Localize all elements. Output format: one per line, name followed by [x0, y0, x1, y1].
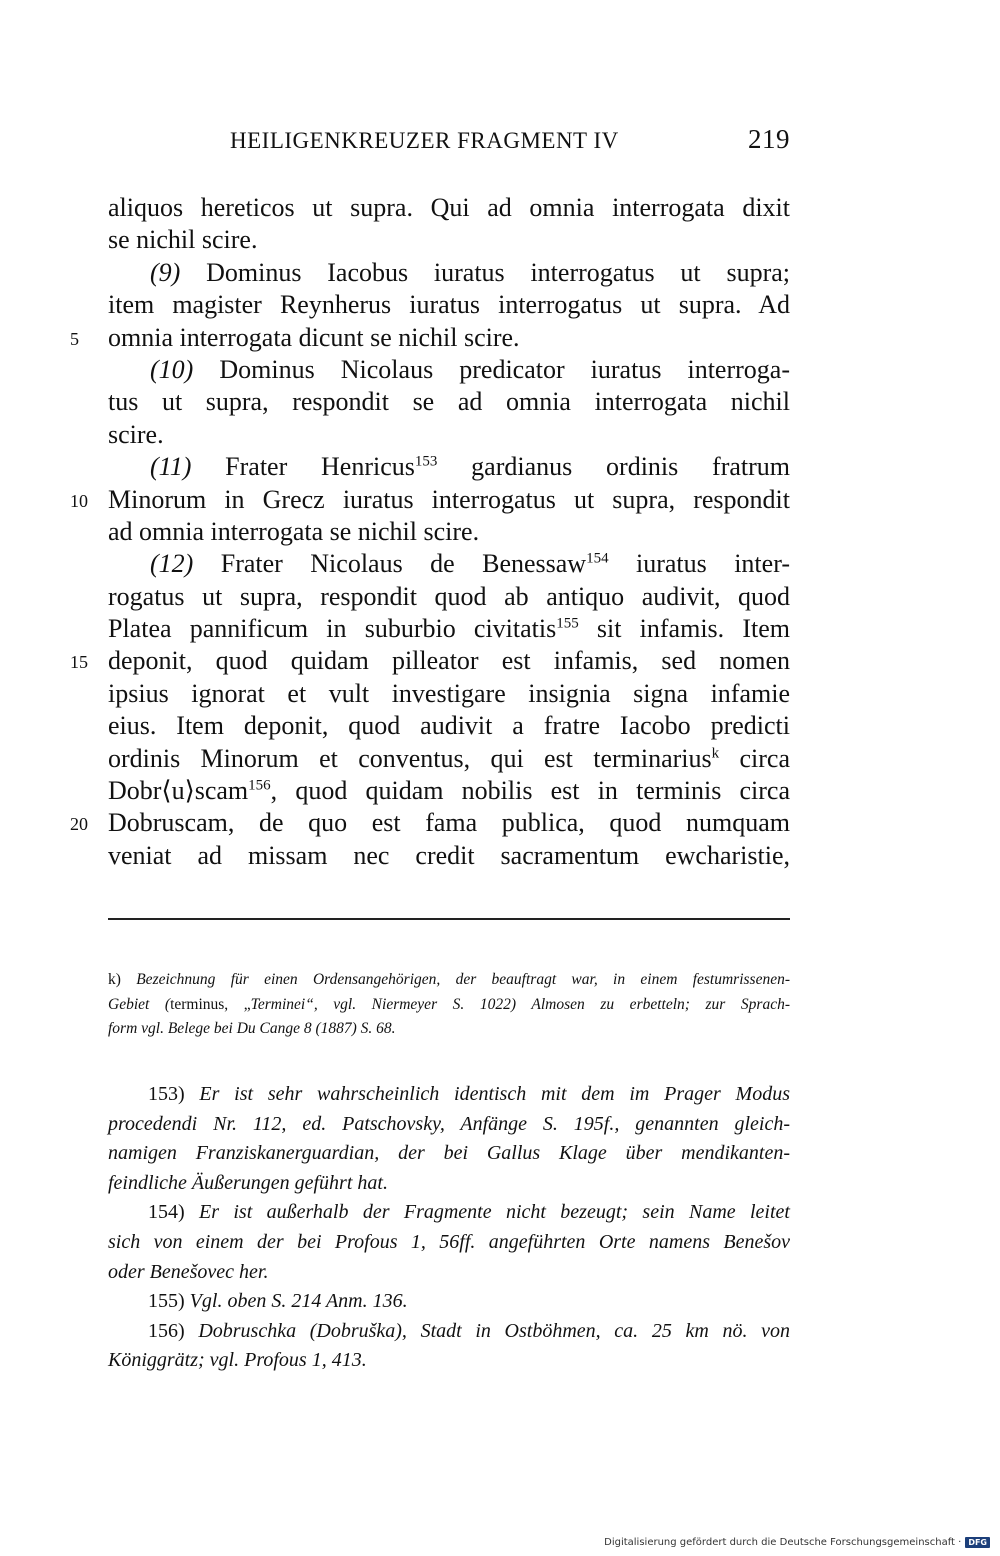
note-text: Königgrätz; vgl. Profous 1, 413.: [108, 1349, 367, 1372]
line-text: Dominus Nicolaus predicator iuratus interroga-: [193, 354, 790, 384]
line-text: omnia interrogata dicunt se nichil scire.: [108, 322, 520, 352]
line-text: sit infamis. Item: [578, 614, 790, 644]
note-text: namigen Franziskanerguardian, der bei Gallus Klage über mendikanten-: [108, 1142, 790, 1165]
witness-number: (12): [150, 549, 194, 579]
footnote-ref: 153: [414, 453, 438, 470]
note-line: [108, 1139, 790, 1169]
text-line: [70, 484, 790, 516]
text-line: [108, 743, 790, 775]
note-text: sich von einem der bei Profous 1, 56ff. angeführten Orte namens Benešov: [108, 1230, 790, 1253]
footnote-k-text: form vgl. Belege bei Du Cange 8 (1887) S. 68.: [108, 1020, 396, 1037]
line-text: Minorum in Grecz iuratus interrogatus ut supra, respondit: [108, 484, 790, 514]
text-line: [108, 419, 790, 451]
note-text: Vgl. oben S. 214 Anm. 136.: [189, 1290, 408, 1313]
running-title: HEILIGENKREUZER FRAGMENT IV: [230, 128, 619, 153]
text-line: [108, 224, 790, 256]
note-line: [108, 1110, 790, 1140]
text-line: [108, 581, 790, 613]
line-number: 10: [70, 490, 88, 511]
line-text: aliquos hereticos ut supra. Qui ad omnia interrogata dixit: [108, 193, 790, 222]
note-text: feindliche Äußerungen geführt hat.: [108, 1171, 388, 1194]
footnote-ref: 154: [586, 550, 609, 567]
text-line: [108, 548, 790, 580]
digitization-credit: [604, 1537, 990, 1548]
footnote-k-text: Gebiet (: [108, 995, 171, 1013]
footnote-divider: [108, 918, 790, 920]
note-text: procedendi Nr. 112, ed. Patschovsky, Anfänge S. 195f., genannten gleich-: [108, 1112, 790, 1135]
line-text: rogatus ut supra, respondit quod ab antiquo audivit, quod: [108, 581, 790, 611]
commentary-notes: [108, 1080, 790, 1376]
note-label: 155): [148, 1290, 190, 1313]
line-text: veniat ad missam nec credit sacramentum ewcharistie,: [108, 840, 790, 870]
footnote-k-text: terminus, „: [170, 995, 251, 1013]
note-line: [108, 1258, 790, 1288]
note-line: [108, 1080, 790, 1110]
text-line: [70, 322, 790, 354]
line-text: Dominus Iacobus iuratus interrogatus ut supra;: [180, 257, 790, 287]
line-text: eius. Item deponit, quod audivit a fratre Iacobo predicti: [108, 711, 790, 741]
text-line: [108, 840, 790, 872]
line-text: Frater Nicolaus de Benessaw: [193, 549, 587, 579]
line-text: Platea pannificum in suburbio civitatis: [108, 614, 557, 644]
line-number: 20: [70, 814, 88, 835]
credit-text: Digitalisierung gefördert durch die Deutsche Forschungsgemeinschaft ·: [604, 1537, 962, 1548]
text-line: [70, 807, 790, 839]
witness-number: (10): [150, 354, 194, 384]
text-line: [108, 354, 790, 386]
line-number: 15: [70, 652, 88, 673]
line-text: ordinis Minorum et conventus, qui est terminarius: [108, 743, 712, 773]
line-text: se nichil scire.: [108, 225, 258, 255]
line-text: Frater Henricus: [191, 452, 415, 482]
text-line: [108, 678, 790, 710]
text-line: [108, 516, 790, 548]
line-text: ad omnia interrogata se nichil scire.: [108, 516, 480, 546]
note-text: oder Benešovec her.: [108, 1260, 269, 1283]
note-line: [108, 1198, 790, 1228]
note-line: [108, 1317, 790, 1347]
line-text: scire.: [108, 419, 164, 449]
line-number: 5: [70, 328, 79, 349]
line-text: item magister Reynherus iuratus interrogatus ut supra. Ad: [108, 290, 790, 320]
line-text: , quod quidam nobilis est in terminis circa: [270, 776, 790, 806]
line-text: Dobr⟨u⟩scam: [108, 776, 249, 806]
footnote-k-text: Bezeichnung für einen Ordensangehörigen, der beauftragt war, in einem festumrissenen-: [136, 971, 790, 988]
text-line: [108, 613, 790, 645]
main-text: [70, 192, 790, 872]
line-text: iuratus inter-: [608, 549, 790, 579]
note-label: 156): [148, 1319, 199, 1342]
line-text: gardianus ordinis fratrum: [437, 452, 790, 482]
note-line: [108, 1346, 790, 1376]
text-line: [108, 289, 790, 321]
note-label: 153): [148, 1083, 200, 1105]
footnote-ref: k: [711, 744, 720, 761]
footnote-k-label: k): [108, 971, 137, 988]
note-text: Dobruschka (Dobruška), Stadt in Ostböhmen, ca. 25 km nö. von: [198, 1319, 790, 1342]
text-line: [108, 257, 790, 289]
note-label: 154): [148, 1201, 200, 1224]
witness-number: (11): [150, 452, 192, 482]
note-line: [108, 1228, 790, 1258]
text-line: [108, 775, 790, 807]
text-line: [108, 710, 790, 742]
line-text: tus ut supra, respondit se ad omnia interrogata nichil: [108, 387, 790, 417]
line-text: Dobruscam, de quo est fama publica, quod numquam: [108, 808, 790, 838]
line-text: ipsius ignorat et vult investigare insignia signa infamie: [108, 678, 790, 708]
footnote-k-text: Terminei: [250, 995, 306, 1013]
page-number: 219: [748, 124, 790, 154]
footnote-k-text: “, vgl. Niermeyer S. 1022) Almosen zu erbetteln; zur Sprach-: [305, 995, 790, 1013]
critical-footnote-k: [108, 968, 790, 1042]
note-line: [108, 1169, 790, 1199]
text-line: [108, 386, 790, 418]
note-text: Er ist sehr wahrscheinlich identisch mit dem im Prager Modus: [199, 1083, 790, 1105]
footnote-ref: 155: [556, 615, 579, 632]
line-text: deponit, quod quidam pilleator est infamis, sed nomen: [108, 646, 790, 676]
text-line: [70, 645, 790, 677]
footnote-ref: 156: [248, 777, 271, 794]
note-text: Er ist außerhalb der Fragmente nicht bezeugt; sein Name leitet: [199, 1201, 790, 1224]
text-line: [108, 192, 790, 224]
witness-number: (9): [150, 257, 181, 287]
note-line: [108, 1287, 790, 1317]
dfg-logo-icon: DFG: [965, 1537, 990, 1548]
line-text: circa: [719, 743, 790, 773]
text-line: [108, 451, 790, 483]
